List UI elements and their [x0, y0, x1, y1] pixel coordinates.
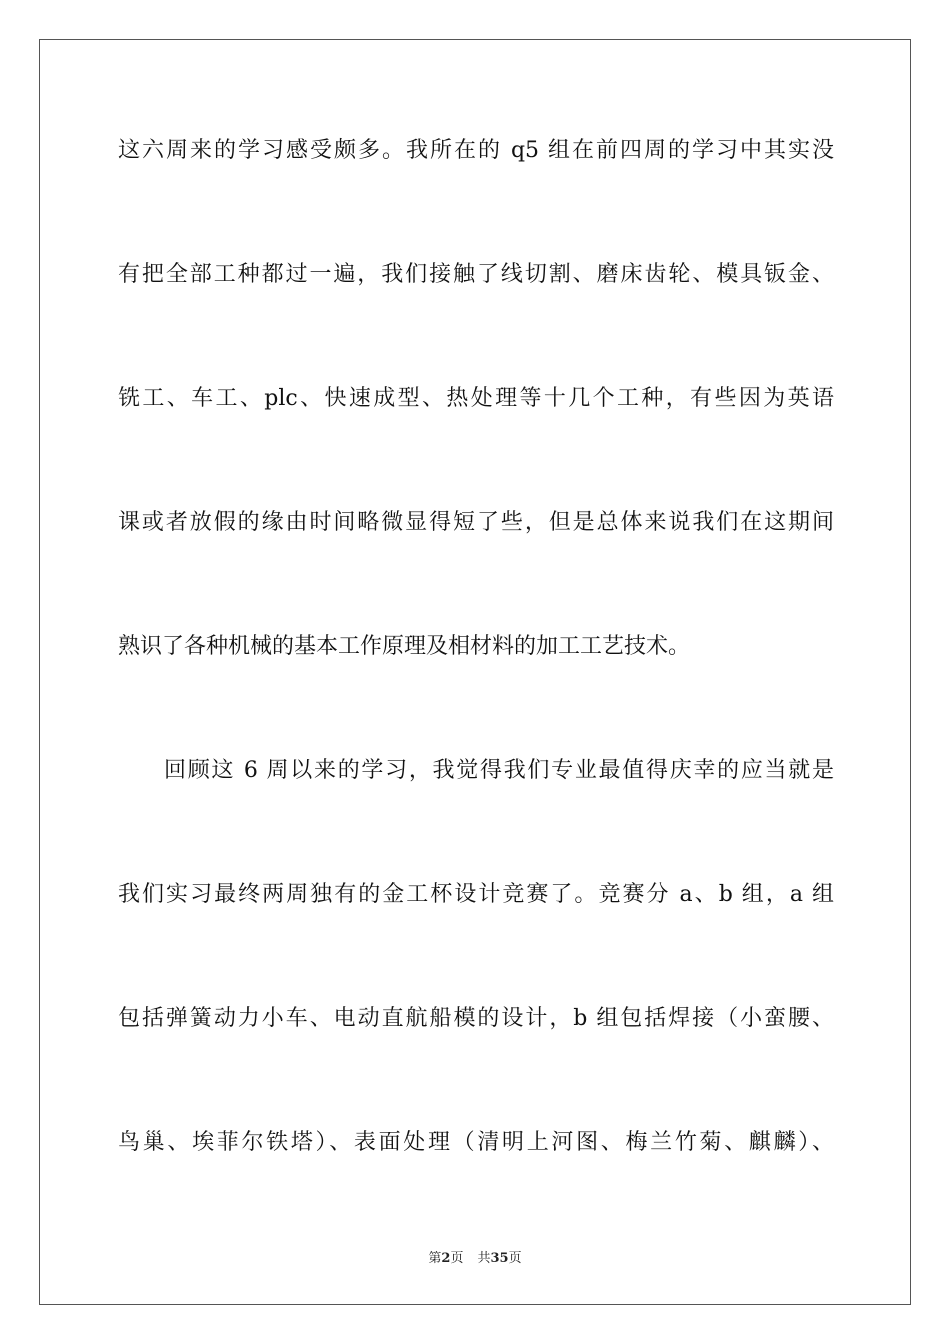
page-prefix: 第	[428, 1251, 442, 1266]
total-pages: 35	[490, 1251, 509, 1266]
total-prefix: 共	[477, 1251, 491, 1266]
page-border	[39, 39, 911, 1305]
text-line-7: 我们实习最终两周独有的金工杯设计竞赛了。竞赛分 a、b 组，a 组	[118, 882, 834, 907]
text-line-6: 回顾这 6 周以来的学习，我觉得我们专业最值得庆幸的应当就是	[164, 758, 834, 783]
page-suffix: 页	[450, 1251, 464, 1266]
text-line-9: 鸟巢、埃菲尔铁塔）、表面处理（清明上河图、梅兰竹菊、麒麟）、	[118, 1130, 834, 1155]
text-line-5: 熟识了各种机械的基本工作原理及相材料的加工工艺技术。	[118, 634, 691, 659]
page-footer	[0, 1247, 950, 1266]
total-suffix: 页	[508, 1251, 522, 1266]
text-line-8: 包括弹簧动力小车、电动直航船模的设计，b 组包括焊接（小蛮腰、	[118, 1006, 834, 1031]
text-line-2: 有把全部工种都过一遍，我们接触了线切割、磨床齿轮、模具钣金、	[118, 262, 834, 287]
text-line-4: 课或者放假的缘由时间略微显得短了些，但是总体来说我们在这期间	[118, 510, 834, 535]
text-line-3: 铣工、车工、plc、快速成型、热处理等十几个工种，有些因为英语	[118, 386, 834, 411]
page-number: 2	[441, 1251, 451, 1266]
text-line-1: 这六周来的学习感受颇多。我所在的 q5 组在前四周的学习中其实没	[118, 138, 834, 163]
